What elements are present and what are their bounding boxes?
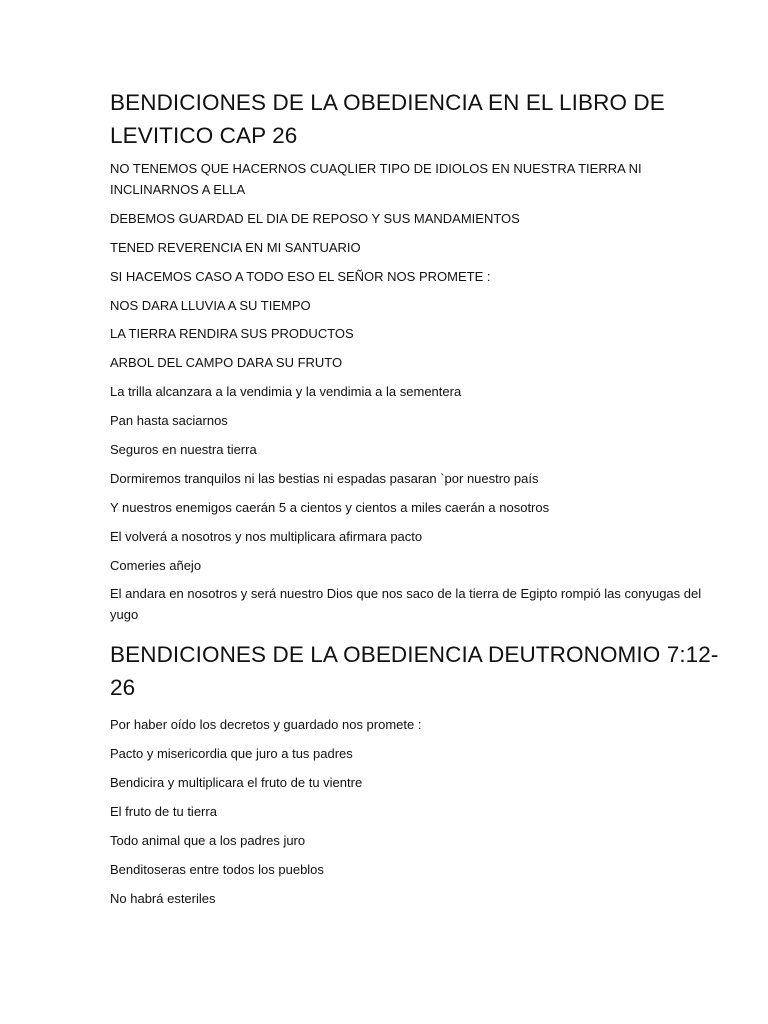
paragraph: DEBEMOS GUARDAD EL DIA DE REPOSO Y SUS MANDAMIENTOS xyxy=(110,210,520,226)
section-heading-levitico: BENDICIONES DE LA OBEDIENCIA EN EL LIBRO DE LEVITICO CAP 26 xyxy=(110,90,665,148)
paragraph: Pan hasta saciarnos xyxy=(110,413,228,429)
deutronomio-blessings-list xyxy=(110,714,728,909)
paragraph: NO TENEMOS QUE HACERNOS CUAQLIER TIPO DE IDIOLOS EN NUESTRA TIERRA NI INCLINARNOS A ELLA xyxy=(110,161,642,197)
paragraph: El fruto de tu tierra xyxy=(110,804,217,820)
paragraph: Pacto y misericordia que juro a tus padres xyxy=(110,746,353,762)
paragraph: Dormiremos tranquilos ni las bestias ni espadas pasaran `por nuestro país xyxy=(110,470,539,486)
paragraph: NOS DARA LLUVIA A SU TIEMPO xyxy=(110,297,311,313)
paragraph: LA TIERRA RENDIRA SUS PRODUCTOS xyxy=(110,326,354,342)
paragraph: Benditoseras entre todos los pueblos xyxy=(110,862,324,878)
paragraph: Todo animal que a los padres juro xyxy=(110,833,306,849)
paragraph: Por haber oído los decretos y guardado nos promete : xyxy=(110,717,422,733)
paragraph: Y nuestros enemigos caerán 5 a cientos y cientos a miles caerán a nosotros xyxy=(110,499,550,515)
paragraph: El andara en nosotros y será nuestro Dios que nos saco de la tierra de Egipto rompió las conyugas del yugo xyxy=(110,586,702,623)
paragraph: ARBOL DEL CAMPO DARA SU FRUTO xyxy=(110,355,343,371)
paragraph: SI HACEMOS CASO A TODO ESO EL SEÑOR NOS PROMETE : xyxy=(110,268,491,284)
paragraph: El volverá a nosotros y nos multiplicara afirmara pacto xyxy=(110,528,423,544)
paragraph: Bendicira y multiplicara el fruto de tu vientre xyxy=(110,775,363,791)
paragraph: No habrá esteriles xyxy=(110,891,216,907)
paragraph: TENED REVERENCIA EN MI SANTUARIO xyxy=(110,239,361,255)
section-heading-deutronomio: BENDICIONES DE LA OBEDIENCIA DEUTRONOMIO 7:12-26 xyxy=(110,642,719,701)
paragraph: La trilla alcanzara a la vendimia y la vendimia a la sementera xyxy=(110,384,462,400)
paragraph: Seguros en nuestra tierra xyxy=(110,442,257,458)
paragraph: Comeries añejo xyxy=(110,557,202,573)
levitico-blessings-list xyxy=(110,158,728,625)
